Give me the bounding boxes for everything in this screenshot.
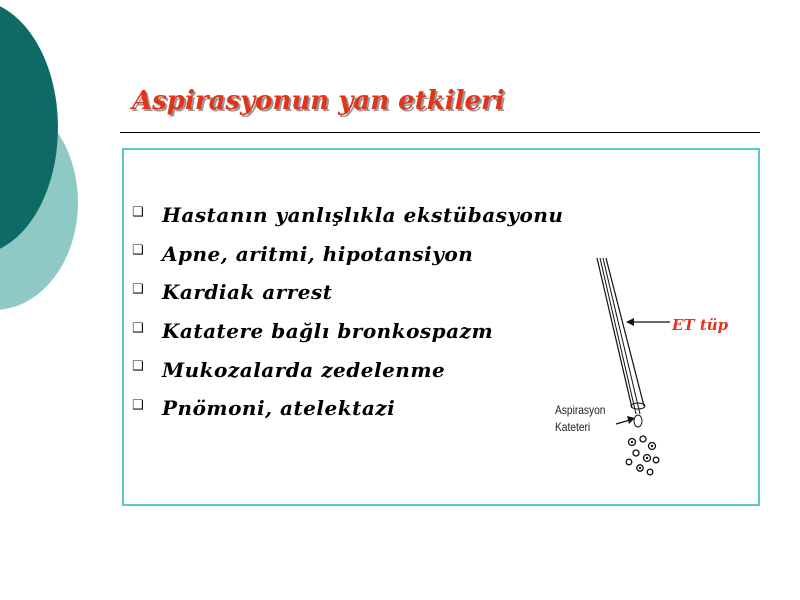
list-item-text: Mukozalarda zedelenme xyxy=(162,357,446,382)
et-tube-wall-right xyxy=(606,258,644,406)
list-item xyxy=(132,350,563,389)
catheter-pointer-line xyxy=(616,420,630,424)
catheter-line-right xyxy=(603,258,640,414)
catheter-label-line2: Kateteri xyxy=(555,420,591,434)
list-item-text: Hastanın yanlışlıkla ekstübasyonu xyxy=(162,203,564,228)
catheter-label-line1: Aspirasyon xyxy=(555,403,606,417)
checkbox-bullet-icon: ❑ xyxy=(132,243,144,259)
catheter-tip xyxy=(634,415,642,427)
title-divider xyxy=(120,132,760,133)
list-item-text: Katatere bağlı bronkospazm xyxy=(162,319,494,344)
list-item xyxy=(132,312,563,351)
list-item xyxy=(132,273,563,312)
catheter-line-left xyxy=(600,258,636,414)
list-item-text: Kardiak arrest xyxy=(162,280,333,305)
list-item xyxy=(132,235,563,274)
side-effects-list xyxy=(132,196,563,428)
et-tube-label: ET tüp xyxy=(672,316,729,334)
list-item-text: Apne, aritmi, hipotansiyon xyxy=(162,241,474,266)
catheter-label xyxy=(555,402,605,436)
et-pointer-arrowhead xyxy=(626,318,634,326)
checkbox-bullet-icon: ❑ xyxy=(132,281,144,297)
checkbox-bullet-icon: ❑ xyxy=(132,320,144,336)
list-item xyxy=(132,389,563,428)
checkbox-bullet-icon: ❑ xyxy=(132,359,144,375)
et-tube-wall-left xyxy=(597,258,632,408)
et-tube-diagram xyxy=(548,256,748,482)
list-item xyxy=(132,196,563,235)
slide-title: Aspirasyonun yan etkileri xyxy=(132,86,505,116)
checkbox-bullet-icon: ❑ xyxy=(132,204,144,220)
list-item-text: Pnömoni, atelektazi xyxy=(162,396,396,421)
checkbox-bullet-icon: ❑ xyxy=(132,397,144,413)
